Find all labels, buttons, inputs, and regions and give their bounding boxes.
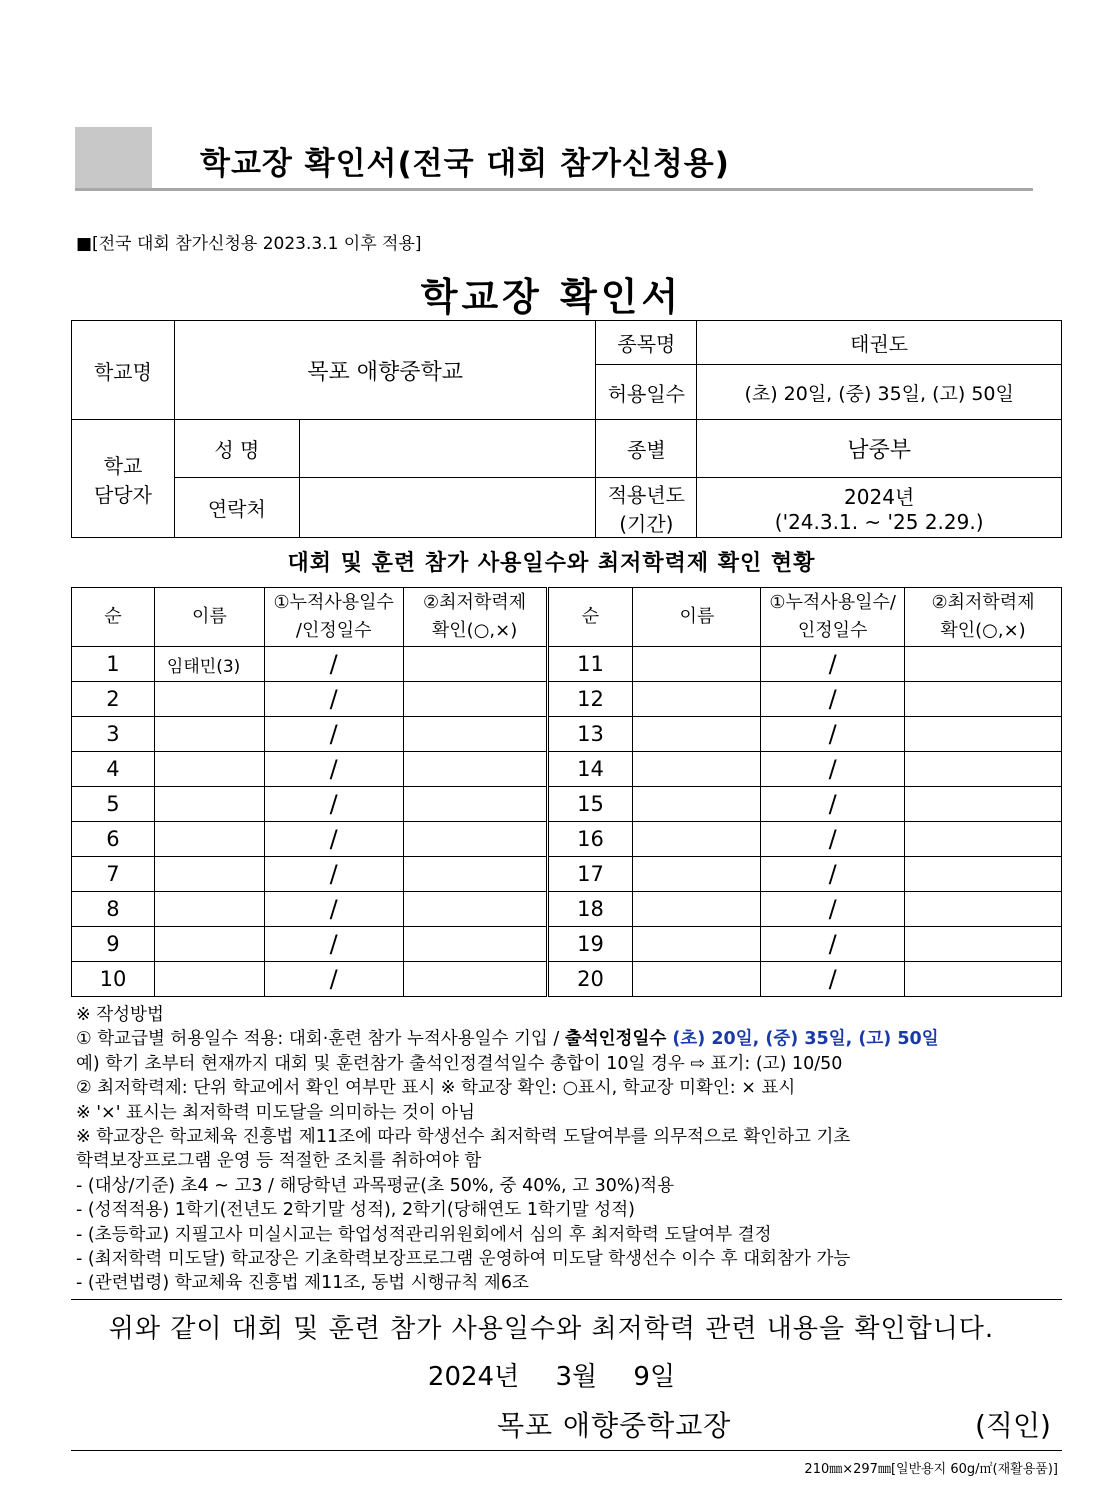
- table-row: [72, 857, 1062, 892]
- status-table: [71, 587, 1062, 997]
- student-name-right[interactable]: [633, 892, 761, 927]
- instruction-line-1a: ① 학교급별 허용일수 적용: 대회·훈련 참가 누적사용일수 기입 /: [76, 1029, 565, 1050]
- header-days-left-line2: /인정일수: [295, 620, 372, 641]
- header-no-right: 순: [547, 588, 633, 647]
- days-cell-right[interactable]: /: [761, 717, 905, 752]
- days-cell-right[interactable]: /: [761, 787, 905, 822]
- allowed-days-label: 허용일수: [596, 365, 697, 420]
- row-number-left: 3: [72, 717, 155, 752]
- student-name-right[interactable]: [633, 962, 761, 997]
- year-label-line2: (기간): [619, 511, 674, 536]
- instruction-line-11: - (관련법령) 학교체육 진흥법 제11조, 동법 시행규칙 제6조: [76, 1273, 529, 1294]
- school-name-label: 학교명: [72, 321, 175, 420]
- student-name-left[interactable]: [154, 682, 264, 717]
- row-number-right: 20: [547, 962, 633, 997]
- table-row: [72, 752, 1062, 787]
- divider-bottom: [71, 1450, 1062, 1451]
- principal-signature: 목포 애향중학교장: [497, 1409, 732, 1442]
- row-number-right: 13: [547, 717, 633, 752]
- row-number-right: 17: [547, 857, 633, 892]
- date-day: 9일: [633, 1362, 676, 1392]
- header-days-right: [761, 588, 905, 647]
- instructions-heading: ※ 작성방법: [76, 1005, 164, 1025]
- confirmation-statement: 위와 같이 대회 및 훈련 참가 사용일수와 최저학력 관련 내용을 확인합니다.: [108, 1314, 995, 1344]
- check-cell-left[interactable]: [403, 752, 547, 787]
- writing-instructions: [76, 1003, 1066, 1296]
- days-cell-left[interactable]: /: [264, 822, 403, 857]
- header-name-left: 이름: [154, 588, 264, 647]
- instruction-line-8: - (성적적용) 1학기(전년도 2학기말 성적), 2학기(당해연도 1학기말 성적): [76, 1200, 635, 1221]
- allowed-days-value: (초) 20일, (중) 35일, (고) 50일: [697, 365, 1062, 420]
- staff-name-value[interactable]: [299, 420, 596, 478]
- check-cell-left[interactable]: [403, 822, 547, 857]
- row-number-left: 6: [72, 822, 155, 857]
- days-cell-left[interactable]: /: [264, 682, 403, 717]
- instruction-line-1b: 출석인정일수: [564, 1029, 667, 1050]
- check-cell-left[interactable]: [403, 927, 547, 962]
- category-label: 종별: [596, 420, 697, 478]
- check-cell-right[interactable]: [905, 927, 1062, 962]
- header-days-left: [264, 588, 403, 647]
- check-cell-left[interactable]: [403, 682, 547, 717]
- days-cell-left[interactable]: /: [264, 647, 403, 682]
- divider-top: [71, 1299, 1062, 1300]
- notice-line: ■[전국 대회 참가신청용 2023.3.1 이후 적용]: [76, 234, 422, 254]
- days-cell-left[interactable]: /: [264, 892, 403, 927]
- student-name-left[interactable]: [154, 962, 264, 997]
- row-number-right: 11: [547, 647, 633, 682]
- student-name-right[interactable]: [633, 822, 761, 857]
- row-number-left: 8: [72, 892, 155, 927]
- check-cell-left[interactable]: [403, 962, 547, 997]
- table-row: [72, 962, 1062, 997]
- header-days-right-line2: 인정일수: [797, 620, 868, 641]
- days-cell-left[interactable]: /: [264, 752, 403, 787]
- paper-spec-footer: 210㎜×297㎜[일반용지 60g/㎡(재활용품)]: [804, 1462, 1058, 1477]
- check-cell-right[interactable]: [905, 822, 1062, 857]
- year-value-line1: 2024년: [844, 485, 915, 509]
- student-name-right[interactable]: [633, 682, 761, 717]
- row-number-left: 10: [72, 962, 155, 997]
- date-month: 3월: [555, 1362, 598, 1392]
- check-cell-right[interactable]: [905, 752, 1062, 787]
- check-cell-right[interactable]: [905, 892, 1062, 927]
- table-row: [72, 927, 1062, 962]
- year-label-line1: 적용년도: [607, 482, 685, 507]
- days-cell-right[interactable]: /: [761, 892, 905, 927]
- days-cell-right[interactable]: /: [761, 647, 905, 682]
- table-row: [72, 647, 1062, 682]
- row-number-left: 4: [72, 752, 155, 787]
- student-name-right[interactable]: [633, 647, 761, 682]
- document-title: 학교장 확인서: [420, 275, 683, 319]
- instruction-line-3: ② 최저학력제: 단위 학교에서 확인 여부만 표시 ※ 학교장 확인: ○표시, 학교장 미확인: × 표시: [76, 1078, 796, 1099]
- check-cell-right[interactable]: [905, 787, 1062, 822]
- header-check-left-line1: ②최저학력제: [423, 592, 527, 613]
- check-cell-right[interactable]: [905, 647, 1062, 682]
- staff-label: [72, 420, 175, 538]
- confirmation-date: [0, 1356, 1103, 1393]
- header-underline: [75, 188, 1033, 191]
- instruction-line-10: - (최저학력 미도달) 학교장은 기초학력보장프로그램 운영하여 미도달 학생선수 이수 후 대회참가 가능: [76, 1249, 851, 1270]
- table-row: [72, 717, 1062, 752]
- header-title: 학교장 확인서(전국 대회 참가신청용): [200, 146, 730, 182]
- student-name-right[interactable]: [633, 927, 761, 962]
- check-cell-left[interactable]: [403, 892, 547, 927]
- official-seal-label: (직인): [975, 1409, 1051, 1442]
- year-value-line2: ('24.3.1. ~ '25 2.29.): [774, 510, 984, 534]
- header-check-left-line2: 확인(○,×): [431, 620, 518, 641]
- row-number-right: 14: [547, 752, 633, 787]
- days-cell-left[interactable]: /: [264, 927, 403, 962]
- staff-label-line2: 담당자: [93, 482, 152, 507]
- check-cell-left[interactable]: [403, 857, 547, 892]
- contact-value[interactable]: [299, 478, 596, 538]
- student-name-left[interactable]: [154, 892, 264, 927]
- row-number-right: 19: [547, 927, 633, 962]
- check-cell-right[interactable]: [905, 857, 1062, 892]
- row-number-right: 18: [547, 892, 633, 927]
- row-number-right: 16: [547, 822, 633, 857]
- header-check-right: [905, 588, 1062, 647]
- student-name-left[interactable]: [154, 752, 264, 787]
- row-number-right: 15: [547, 787, 633, 822]
- year-label: [596, 478, 697, 538]
- sport-value: 태권도: [697, 321, 1062, 365]
- student-name-right[interactable]: [633, 787, 761, 822]
- days-cell-right[interactable]: /: [761, 682, 905, 717]
- header-check-right-line2: 확인(○,×): [940, 620, 1026, 641]
- days-cell-right[interactable]: /: [761, 752, 905, 787]
- instruction-line-2: 예) 학기 초부터 현재까지 대회 및 훈련참가 출석인정결석일수 총합이 10일 경우 ⇨ 표기: (고) 10/50: [76, 1053, 843, 1074]
- staff-label-line1: 학교: [103, 453, 143, 478]
- staff-name-label: 성 명: [174, 420, 299, 478]
- row-number-left: 5: [72, 787, 155, 822]
- row-number-left: 2: [72, 682, 155, 717]
- check-cell-right[interactable]: [905, 682, 1062, 717]
- student-name-left[interactable]: [154, 787, 264, 822]
- student-name-left[interactable]: 임태민(3): [154, 647, 264, 682]
- instruction-line-9: - (초등학교) 지필고사 미실시교는 학업성적관리위원회에서 심의 후 최저학력 도달여부 결정: [76, 1224, 772, 1245]
- days-cell-right[interactable]: /: [761, 822, 905, 857]
- check-cell-left[interactable]: [403, 717, 547, 752]
- days-cell-right[interactable]: /: [761, 962, 905, 997]
- year-value: [697, 478, 1062, 538]
- student-name-left[interactable]: [154, 857, 264, 892]
- instruction-line-6: 학력보장프로그램 운영 등 적절한 조치를 취하여야 함: [76, 1151, 482, 1172]
- header-name-right: 이름: [633, 588, 761, 647]
- table-row: [72, 822, 1062, 857]
- days-cell-right[interactable]: /: [761, 857, 905, 892]
- instruction-line-7: - (대상/기준) 초4 ~ 고3 / 해당학년 과목평균(초 50%, 중 40%, 고 30%)적용: [76, 1175, 675, 1196]
- check-cell-left[interactable]: [403, 787, 547, 822]
- instruction-line-1c: (초) 20일, (중) 35일, (고) 50일: [666, 1029, 939, 1050]
- header-days-left-line1: ①누적사용일수: [273, 592, 394, 613]
- student-name-right[interactable]: [633, 752, 761, 787]
- table-row: [72, 787, 1062, 822]
- check-cell-right[interactable]: [905, 962, 1062, 997]
- days-cell-left[interactable]: /: [264, 717, 403, 752]
- header-days-right-line1: ①누적사용일수/: [769, 592, 896, 613]
- student-name-left[interactable]: [154, 927, 264, 962]
- instruction-line-1: [76, 1027, 1066, 1051]
- student-name-right[interactable]: [633, 857, 761, 892]
- contact-label: 연락처: [174, 478, 299, 538]
- header-check-left: [403, 588, 547, 647]
- date-year: 2024년: [427, 1362, 520, 1392]
- check-cell-right[interactable]: [905, 717, 1062, 752]
- row-number-left: 9: [72, 927, 155, 962]
- school-name-value: 목포 애향중학교: [174, 321, 596, 420]
- row-number-right: 12: [547, 682, 633, 717]
- student-name-left[interactable]: [154, 822, 264, 857]
- info-table: [71, 320, 1062, 538]
- header-gray-block: [75, 127, 152, 189]
- instruction-line-4: ※ '×' 표시는 최저학력 미도달을 의미하는 것이 아님: [76, 1102, 476, 1123]
- days-cell-left[interactable]: /: [264, 787, 403, 822]
- table-row: [72, 892, 1062, 927]
- table-row: [72, 682, 1062, 717]
- row-number-left: 1: [72, 647, 155, 682]
- student-name-left[interactable]: [154, 717, 264, 752]
- status-section-title: 대회 및 훈련 참가 사용일수와 최저학력제 확인 현황: [287, 551, 816, 576]
- days-cell-left[interactable]: /: [264, 857, 403, 892]
- row-number-left: 7: [72, 857, 155, 892]
- instruction-line-5: ※ 학교장은 학교체육 진흥법 제11조에 따라 학생선수 최저학력 도달여부를 의무적으로 확인하고 기초: [76, 1127, 851, 1148]
- student-name-right[interactable]: [633, 717, 761, 752]
- header-no-left: 순: [72, 588, 155, 647]
- sport-label: 종목명: [596, 321, 697, 365]
- days-cell-right[interactable]: /: [761, 927, 905, 962]
- check-cell-left[interactable]: [403, 647, 547, 682]
- category-value: 남중부: [697, 420, 1062, 478]
- header-check-right-line1: ②최저학력제: [931, 592, 1035, 613]
- days-cell-left[interactable]: /: [264, 962, 403, 997]
